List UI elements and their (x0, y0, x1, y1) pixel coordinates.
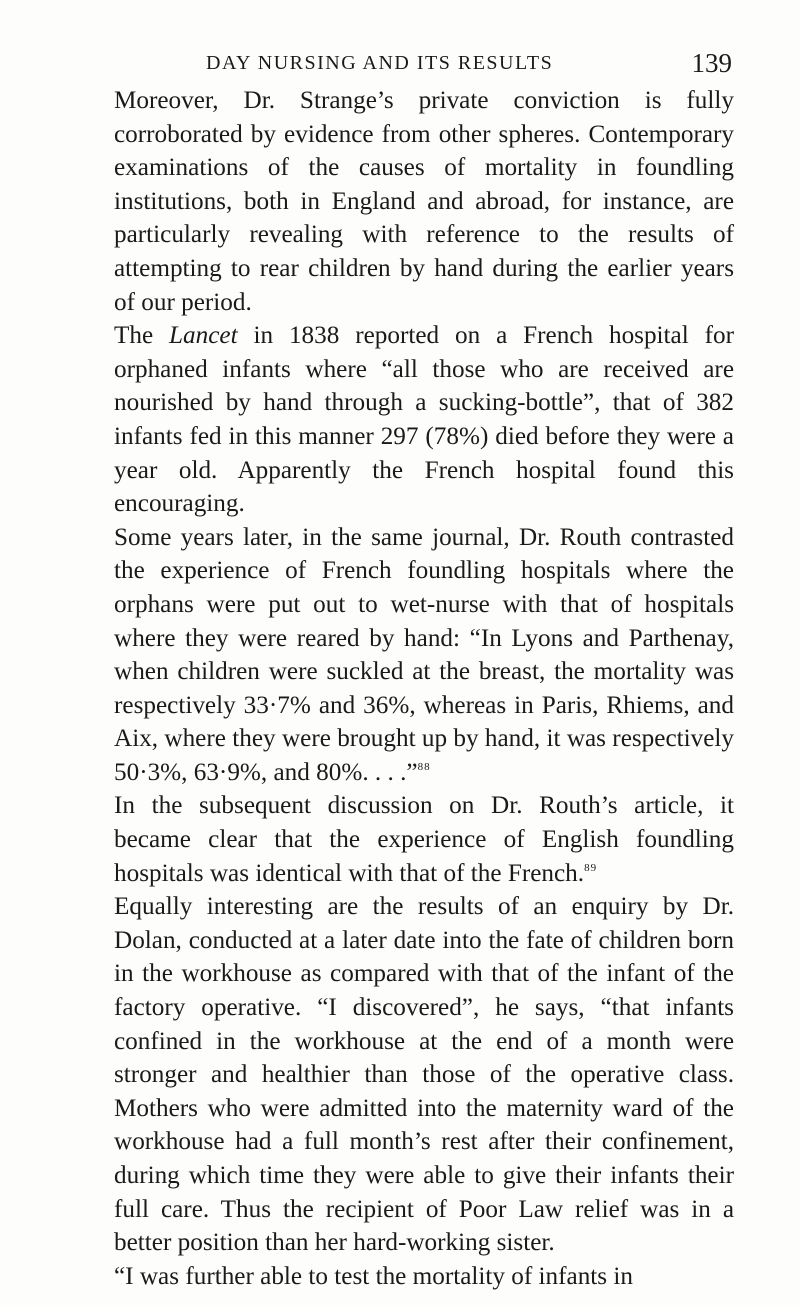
footnote-ref-89: 89 (584, 861, 598, 874)
paragraph-4-body: In the subsequent discussion on Dr. Routh’s article, it became clear that the experience of English foundling hospitals was identical with that of the French. (114, 792, 734, 887)
paragraph-1: Moreover, Dr. Strange’s private conviction is fully corroborated by evidence from other spheres. Contemporary examinations of the causes of mortality in foundling institutions, both in England and abroad, for instance, are particularly revealing with reference to the results of attempting to rear children by hand during the earlier years of our period. (114, 87, 734, 316)
paragraph-3-body: Some years later, in the same journal, Dr. Routh contrasted the experience of French foundling hospitals where the orphans were put out to wet-nurse with that of hospitals where they were reared by hand: “In Lyons and Parthenay, when children were suckled at the breast, the mortality was respectively 33·7% and 36%, whereas in Paris, Rhiems, and Aix, where they were brought up by hand, it was respectively 50·3%, 63·9%, and 80%. . . .” (114, 523, 734, 786)
paragraph-2 (114, 319, 734, 521)
book-page (114, 48, 734, 1293)
paragraph-2-lead: The (114, 322, 170, 350)
running-head (114, 48, 734, 84)
journal-title-lancet: Lancet (169, 322, 238, 350)
running-head-title: DAY NURSING AND ITS RESULTS (206, 52, 554, 74)
paragraph-4 (114, 789, 734, 890)
paragraph-3 (114, 521, 734, 790)
paragraph-2-body: in 1838 reported on a French hospital for orphaned infants where “all those who are received are nourished by hand through a sucking-bottle”, that of 382 infants fed in this manner 297 (78%) died before they were a year old. Apparently the French hospital found this encouraging. (114, 322, 734, 518)
body-text (114, 84, 734, 1293)
paragraph-5: Equally interesting are the results of an enquiry by Dr. Dolan, conducted at a later date into the fate of children born in the workhouse as compared with that of the infant of the factory operative. “I discovered”, he says, “that infants confined in the workhouse at the end of a month were stronger and healthier than those of the operative class. Mothers who were admitted into the maternity ward of the workhouse had a full month’s rest after their confinement, during which time they were able to give their infants their full care. Thus the recipient of Poor Law relief was in a better position than her hard-working sister. (114, 893, 734, 1257)
paragraph-6: “I was further able to test the mortality of infants in (114, 1262, 633, 1290)
footnote-ref-88: 88 (417, 760, 431, 773)
page-number: 139 (691, 48, 732, 78)
